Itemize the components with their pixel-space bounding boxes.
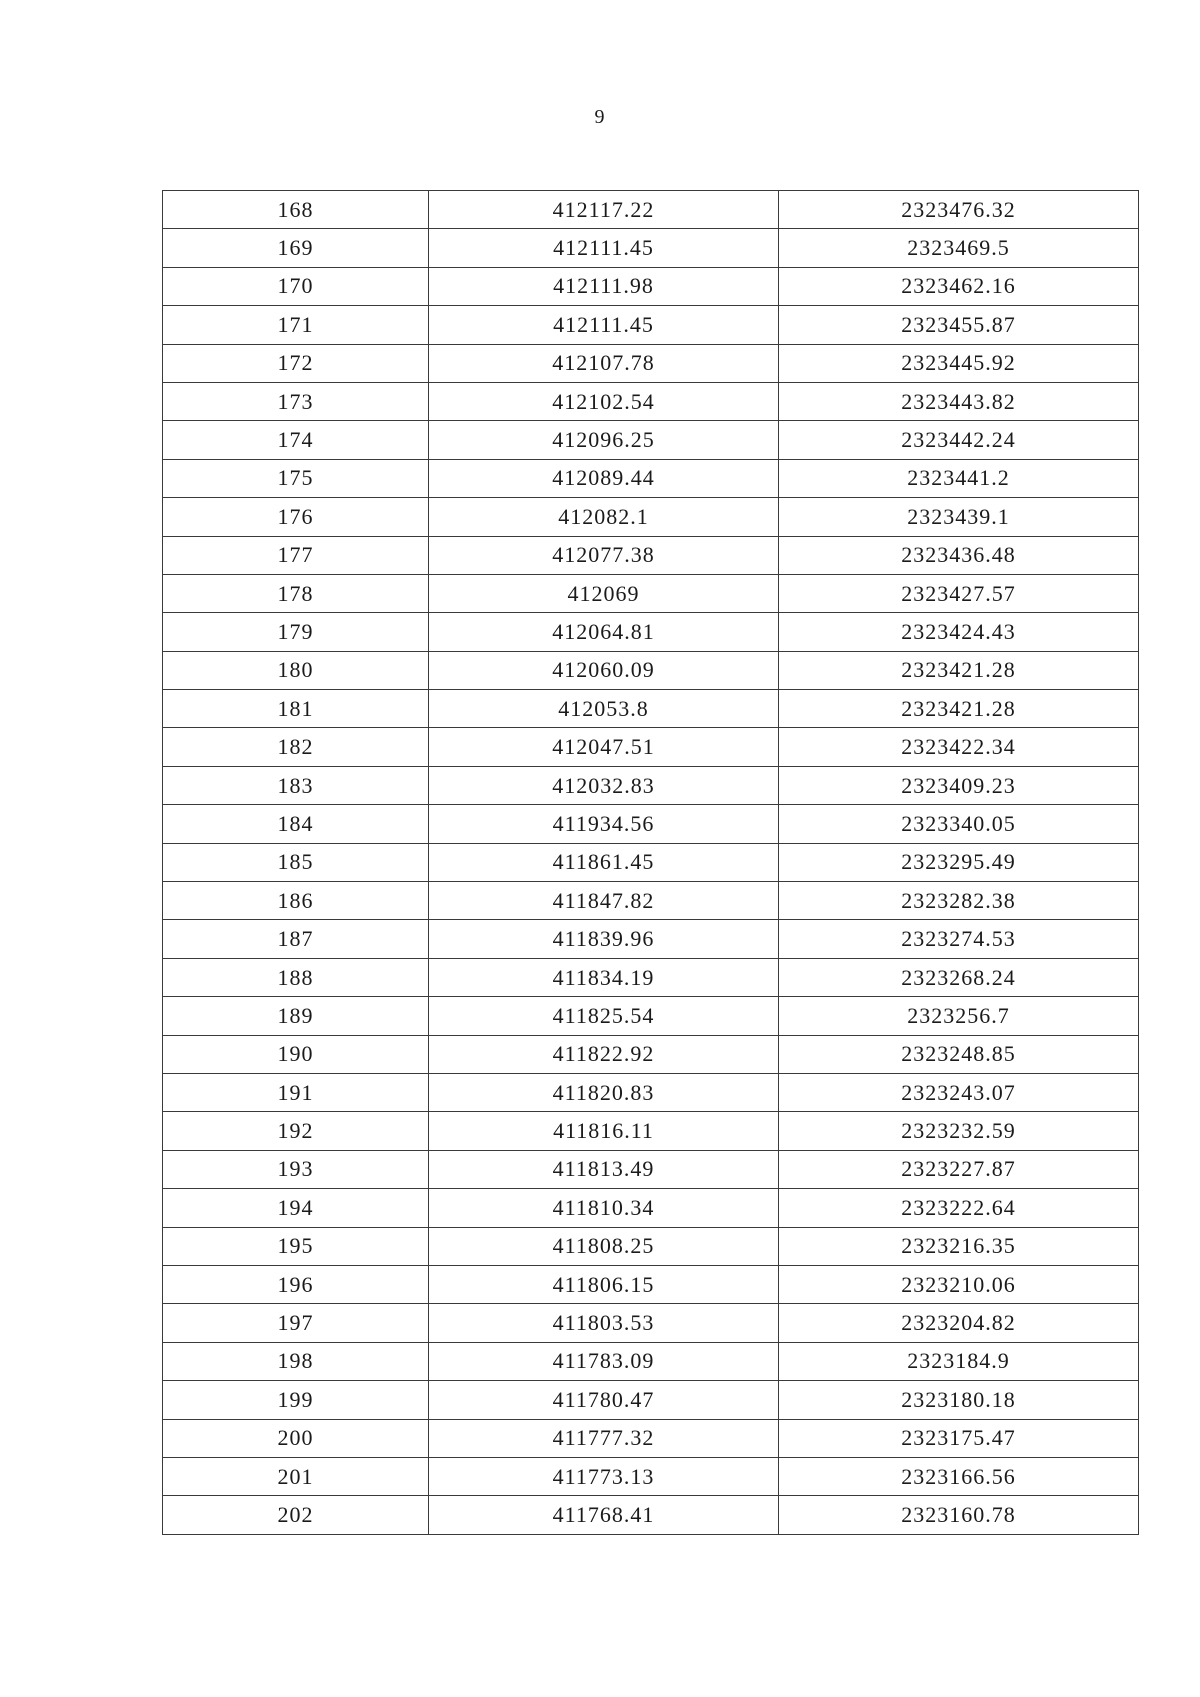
point-number-cell: 173 — [163, 382, 429, 420]
table-row — [163, 344, 1139, 382]
y-coordinate-cell: 2323421.28 — [779, 651, 1139, 689]
y-coordinate-cell: 2323216.35 — [779, 1227, 1139, 1265]
x-coordinate-cell: 411780.47 — [429, 1381, 779, 1419]
point-number-cell: 201 — [163, 1457, 429, 1495]
point-number-cell: 180 — [163, 651, 429, 689]
x-coordinate-cell: 412089.44 — [429, 459, 779, 497]
x-coordinate-cell: 412111.45 — [429, 229, 779, 267]
point-number-cell: 182 — [163, 728, 429, 766]
y-coordinate-cell: 2323441.2 — [779, 459, 1139, 497]
point-number-cell: 177 — [163, 536, 429, 574]
point-number-cell: 199 — [163, 1381, 429, 1419]
table-row — [163, 958, 1139, 996]
table-row — [163, 651, 1139, 689]
y-coordinate-cell: 2323340.05 — [779, 805, 1139, 843]
x-coordinate-cell: 412102.54 — [429, 382, 779, 420]
table-row — [163, 997, 1139, 1035]
y-coordinate-cell: 2323409.23 — [779, 766, 1139, 804]
table-row — [163, 382, 1139, 420]
table-row — [163, 843, 1139, 881]
y-coordinate-cell: 2323243.07 — [779, 1073, 1139, 1111]
x-coordinate-cell: 411813.49 — [429, 1150, 779, 1188]
point-number-cell: 200 — [163, 1419, 429, 1457]
y-coordinate-cell: 2323443.82 — [779, 382, 1139, 420]
table-row — [163, 613, 1139, 651]
x-coordinate-cell: 412111.45 — [429, 306, 779, 344]
point-number-cell: 181 — [163, 690, 429, 728]
x-coordinate-cell: 412064.81 — [429, 613, 779, 651]
table-row — [163, 191, 1139, 229]
y-coordinate-cell: 2323256.7 — [779, 997, 1139, 1035]
point-number-cell: 174 — [163, 421, 429, 459]
x-coordinate-cell: 412077.38 — [429, 536, 779, 574]
table-row — [163, 1265, 1139, 1303]
y-coordinate-cell: 2323248.85 — [779, 1035, 1139, 1073]
x-coordinate-cell: 411934.56 — [429, 805, 779, 843]
table-row — [163, 728, 1139, 766]
x-coordinate-cell: 412069 — [429, 574, 779, 612]
y-coordinate-cell: 2323469.5 — [779, 229, 1139, 267]
y-coordinate-cell: 2323442.24 — [779, 421, 1139, 459]
x-coordinate-cell: 411820.83 — [429, 1073, 779, 1111]
table-row — [163, 1073, 1139, 1111]
x-coordinate-cell: 411816.11 — [429, 1112, 779, 1150]
point-number-cell: 188 — [163, 958, 429, 996]
y-coordinate-cell: 2323295.49 — [779, 843, 1139, 881]
point-number-cell: 202 — [163, 1496, 429, 1534]
y-coordinate-cell: 2323166.56 — [779, 1457, 1139, 1495]
x-coordinate-cell: 412032.83 — [429, 766, 779, 804]
y-coordinate-cell: 2323422.34 — [779, 728, 1139, 766]
y-coordinate-cell: 2323222.64 — [779, 1189, 1139, 1227]
point-number-cell: 189 — [163, 997, 429, 1035]
x-coordinate-cell: 412060.09 — [429, 651, 779, 689]
y-coordinate-cell: 2323180.18 — [779, 1381, 1139, 1419]
y-coordinate-cell: 2323436.48 — [779, 536, 1139, 574]
table-row — [163, 1304, 1139, 1342]
point-number-cell: 185 — [163, 843, 429, 881]
x-coordinate-cell: 411810.34 — [429, 1189, 779, 1227]
y-coordinate-cell: 2323421.28 — [779, 690, 1139, 728]
point-number-cell: 193 — [163, 1150, 429, 1188]
point-number-cell: 186 — [163, 882, 429, 920]
x-coordinate-cell: 411847.82 — [429, 882, 779, 920]
point-number-cell: 170 — [163, 267, 429, 305]
y-coordinate-cell: 2323274.53 — [779, 920, 1139, 958]
point-number-cell: 176 — [163, 498, 429, 536]
y-coordinate-cell: 2323282.38 — [779, 882, 1139, 920]
x-coordinate-cell: 411806.15 — [429, 1265, 779, 1303]
x-coordinate-cell: 411834.19 — [429, 958, 779, 996]
y-coordinate-cell: 2323427.57 — [779, 574, 1139, 612]
table-row — [163, 1342, 1139, 1380]
point-number-cell: 175 — [163, 459, 429, 497]
point-number-cell: 178 — [163, 574, 429, 612]
point-number-cell: 179 — [163, 613, 429, 651]
point-number-cell: 198 — [163, 1342, 429, 1380]
x-coordinate-cell: 411773.13 — [429, 1457, 779, 1495]
table-row — [163, 1457, 1139, 1495]
point-number-cell: 169 — [163, 229, 429, 267]
table-row — [163, 498, 1139, 536]
y-coordinate-cell: 2323175.47 — [779, 1419, 1139, 1457]
point-number-cell: 172 — [163, 344, 429, 382]
table-row — [163, 1112, 1139, 1150]
x-coordinate-cell: 411783.09 — [429, 1342, 779, 1380]
table-row — [163, 229, 1139, 267]
point-number-cell: 196 — [163, 1265, 429, 1303]
x-coordinate-cell: 412107.78 — [429, 344, 779, 382]
coordinate-table-body — [163, 191, 1139, 1535]
table-row — [163, 766, 1139, 804]
page-number: 9 — [594, 106, 606, 128]
table-row — [163, 805, 1139, 843]
y-coordinate-cell: 2323462.16 — [779, 267, 1139, 305]
point-number-cell: 171 — [163, 306, 429, 344]
table-row — [163, 1381, 1139, 1419]
point-number-cell: 184 — [163, 805, 429, 843]
table-row — [163, 1150, 1139, 1188]
point-number-cell: 197 — [163, 1304, 429, 1342]
x-coordinate-cell: 412047.51 — [429, 728, 779, 766]
table-row — [163, 574, 1139, 612]
table-row — [163, 536, 1139, 574]
point-number-cell: 195 — [163, 1227, 429, 1265]
y-coordinate-cell: 2323455.87 — [779, 306, 1139, 344]
table-row — [163, 1496, 1139, 1534]
table-row — [163, 920, 1139, 958]
x-coordinate-cell: 411777.32 — [429, 1419, 779, 1457]
x-coordinate-cell: 411803.53 — [429, 1304, 779, 1342]
table-row — [163, 1189, 1139, 1227]
coordinate-table — [162, 190, 1139, 1535]
x-coordinate-cell: 411861.45 — [429, 843, 779, 881]
table-row — [163, 421, 1139, 459]
point-number-cell: 168 — [163, 191, 429, 229]
x-coordinate-cell: 412111.98 — [429, 267, 779, 305]
x-coordinate-cell: 411768.41 — [429, 1496, 779, 1534]
x-coordinate-cell: 412117.22 — [429, 191, 779, 229]
y-coordinate-cell: 2323424.43 — [779, 613, 1139, 651]
y-coordinate-cell: 2323445.92 — [779, 344, 1139, 382]
table-row — [163, 459, 1139, 497]
y-coordinate-cell: 2323476.32 — [779, 191, 1139, 229]
point-number-cell: 183 — [163, 766, 429, 804]
point-number-cell: 192 — [163, 1112, 429, 1150]
x-coordinate-cell: 411839.96 — [429, 920, 779, 958]
y-coordinate-cell: 2323184.9 — [779, 1342, 1139, 1380]
table-row — [163, 306, 1139, 344]
point-number-cell: 187 — [163, 920, 429, 958]
x-coordinate-cell: 412053.8 — [429, 690, 779, 728]
y-coordinate-cell: 2323268.24 — [779, 958, 1139, 996]
y-coordinate-cell: 2323210.06 — [779, 1265, 1139, 1303]
x-coordinate-cell: 412096.25 — [429, 421, 779, 459]
x-coordinate-cell: 411825.54 — [429, 997, 779, 1035]
point-number-cell: 194 — [163, 1189, 429, 1227]
table-row — [163, 882, 1139, 920]
x-coordinate-cell: 411808.25 — [429, 1227, 779, 1265]
point-number-cell: 191 — [163, 1073, 429, 1111]
y-coordinate-cell: 2323160.78 — [779, 1496, 1139, 1534]
table-row — [163, 267, 1139, 305]
x-coordinate-cell: 411822.92 — [429, 1035, 779, 1073]
y-coordinate-cell: 2323227.87 — [779, 1150, 1139, 1188]
table-row — [163, 1227, 1139, 1265]
y-coordinate-cell: 2323232.59 — [779, 1112, 1139, 1150]
table-row — [163, 1419, 1139, 1457]
x-coordinate-cell: 412082.1 — [429, 498, 779, 536]
point-number-cell: 190 — [163, 1035, 429, 1073]
table-row — [163, 690, 1139, 728]
y-coordinate-cell: 2323204.82 — [779, 1304, 1139, 1342]
table-row — [163, 1035, 1139, 1073]
y-coordinate-cell: 2323439.1 — [779, 498, 1139, 536]
